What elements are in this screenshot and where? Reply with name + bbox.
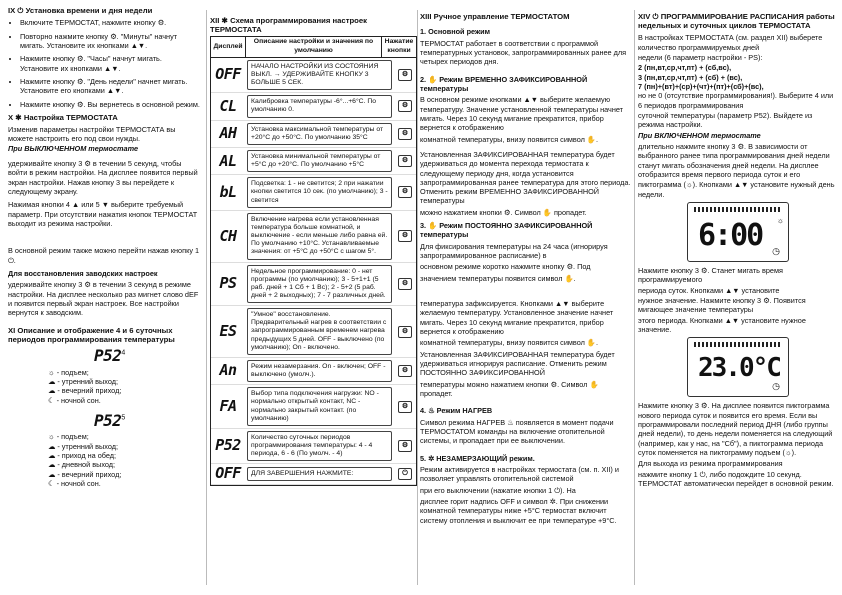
row-description: Установка минимальной температуры от +5°C до +20°C. По умолчанию +5°C bbox=[247, 150, 392, 172]
row-key-cell bbox=[394, 365, 416, 377]
row-key-cell bbox=[394, 155, 416, 167]
paragraph: при его выключении (нажатие кнопки 1 ⏻). На bbox=[420, 485, 576, 495]
table-row bbox=[211, 93, 416, 120]
row-description: Калибровка температуры -6°...+6°C. По умолчанию 0. bbox=[247, 95, 392, 117]
settings-table bbox=[210, 36, 417, 485]
subsection-title: 1. Основной режим bbox=[420, 27, 491, 37]
paragraph: суточной температуры (параметр P52). Выйдете из режима настройки. bbox=[638, 111, 813, 130]
settings-key-icon: ⚙ bbox=[398, 100, 412, 112]
moon-period-item: ☾ - ночной сон. bbox=[48, 395, 101, 405]
paragraph: температуры можно нажатием кнопки ⚙. Символ ✋ пропадет. bbox=[420, 379, 599, 399]
table-row bbox=[211, 148, 416, 175]
paragraph: значением температуры появится символ ✋. bbox=[420, 273, 576, 283]
sun-period-item: ☼ - подъем; bbox=[48, 432, 89, 442]
paragraph: Для фиксирования температуры на 24 часа (игнорируя запрограммированное расписание) в bbox=[420, 241, 608, 261]
day-ticks bbox=[694, 207, 782, 212]
table-row bbox=[211, 211, 416, 263]
row-description: Выбор типа подключения нагрузки: NO - нормально открытый контакт, NC - нормально закрытый контакт. (по умолчанию) bbox=[247, 387, 392, 426]
settings-key-icon: ⚙ bbox=[398, 69, 412, 81]
column-4 bbox=[638, 12, 838, 492]
row-key-cell bbox=[394, 128, 416, 140]
section-9-list bbox=[8, 18, 202, 109]
restore-title: Для восстановления заводских настроек bbox=[8, 269, 158, 279]
row-description: Установка максимальной температуры от +20°C до +50°C. По умолчанию 35°C bbox=[247, 123, 392, 145]
column-1 bbox=[8, 6, 202, 490]
row-description: Включение нагрева если установленная температура больше комнатной, и выключение - если меньше либо равна ей. По умолчанию +10°C. Устанавливаемые значения: от +5°C до +50°C с шагом 5°. bbox=[247, 213, 392, 260]
period-item: ☁ - утренний выход; bbox=[48, 376, 118, 386]
row-key-cell bbox=[394, 278, 416, 290]
settings-key-icon: ⚙ bbox=[398, 230, 412, 242]
table-row bbox=[211, 263, 416, 307]
sun-period-item: ☼ - подъем; bbox=[48, 367, 89, 377]
paragraph: нужное значение. Нажмите кнопку 3 ⚙. Появится мигающее значение температуры bbox=[638, 296, 806, 315]
paragraph: Установленная ЗАФИКСИРОВАННАЯ температура будет удерживаться игнорируя расписание. Отменить режим ПОСТОЯННО ЗАФИКСИРОВАННОЙ bbox=[420, 349, 615, 378]
paragraph: ТЕРМОСТАТ работает в соответствии с программой температурных установок, запрограммированных ранее для четырех периодов дня. bbox=[420, 38, 627, 67]
paragraph: Символ режима НАГРЕВ ♨ появляется в момент подачи ТЕРМОСТАТОМ команды на включение отопительной системы, и пропадает при ее выключении. bbox=[420, 417, 614, 446]
paragraph: Нажмите кнопку 3 ⚙. Станет мигать время программируемого bbox=[638, 266, 783, 285]
settings-key-icon: ⚙ bbox=[398, 440, 412, 452]
row-display-code: CH bbox=[219, 226, 237, 245]
subsection-title: 2. ✋ Режим ВРЕМЕННО ЗАФИКСИРОВАННОЙ температуры bbox=[420, 74, 588, 93]
p52-superscript: 4 bbox=[121, 349, 126, 357]
row-description: Режим незамерзания. On - включен; OFF - выключено (умолч.). bbox=[247, 360, 392, 382]
paragraph: В настройках ТЕРМОСТАТА (см. раздел XII) выберете количество программируемых дней bbox=[638, 33, 823, 52]
paragraph: этого периода. Кнопками ▲▼ установите нужное значение. bbox=[638, 315, 806, 335]
clock-icon: ◷ bbox=[772, 380, 780, 391]
list-item: • Повторно нажмите кнопку ⚙. "Минуты" начнут мигать. Установите их кнопками ▲▼. bbox=[20, 32, 202, 51]
sun-icon: ☼ bbox=[776, 216, 784, 226]
section-13-title: XIII Ручное управление ТЕРМОСТАТОМ bbox=[420, 12, 570, 21]
header-description: Описание настройки и значения по умолчанию bbox=[246, 37, 382, 56]
row-description: Недельное программирование: 0 - нет программы (по умолчанию); 3 - 5+1+1 (5 раб. дней + 1 Сб + 1 Вс); 2 - 5+2 (5 раб. дней + 2 выходных); 7 - 7 различных дней. bbox=[247, 265, 392, 304]
lcd-display-temp bbox=[687, 337, 789, 397]
row-display-code: FA bbox=[219, 396, 237, 415]
row-display-code: AL bbox=[219, 151, 237, 170]
list-item: 3 (пн,вт,ср,чт,пт) + (сб) + (вс), bbox=[638, 72, 743, 82]
lcd-display-time bbox=[687, 202, 789, 262]
settings-key-icon: ⚙ bbox=[398, 326, 412, 338]
header-keys: Нажатие кнопки bbox=[384, 38, 414, 55]
row-description: "Умное" восстановление. Предварительный нагрев в соответствии с запрограммированным временем нагрева предыдущих 5 дней. OFF - выключено (по умолчанию); On - включено. bbox=[247, 308, 392, 355]
row-display-code: AH bbox=[219, 124, 237, 143]
paragraph: Для выхода из режима программирования bbox=[638, 459, 783, 469]
period-item: ☁ - приход на обед; bbox=[48, 451, 117, 461]
list-item: • Нажмите кнопку ⚙. "День недели" начнет мигать. Установите его кнопками ▲▼. bbox=[20, 77, 202, 96]
column-divider bbox=[634, 10, 635, 585]
row-description: ДЛЯ ЗАВЕРШЕНИЯ НАЖМИТЕ: bbox=[247, 467, 392, 481]
settings-key-icon: ⚙ bbox=[398, 186, 412, 198]
paragraph: дисплее горит надпись OFF и символ ✲. При снижении комнатной температуры ниже +5°C термостат включит систему отопления и выключит ее при температуре +9°C. bbox=[420, 497, 617, 525]
header-display: Дисплей bbox=[211, 37, 246, 56]
section-14-title: XIV ⏻ ПРОГРАММИРОВАНИЕ РАСПИСАНИЯ работы недельных и суточных циклов ТЕРМОСТАТА bbox=[638, 12, 835, 31]
row-display-code: bL bbox=[219, 182, 237, 201]
table-row bbox=[211, 175, 416, 210]
row-key-cell bbox=[394, 230, 416, 242]
row-display-code: OFF bbox=[215, 464, 241, 483]
paragraph: температура зафиксируется. Кнопками ▲▼ выберите желаемую температуру. Установленное значение начнет мигать. Через 10 секунд мигание прекратится, прибор вернется к отображению bbox=[420, 299, 614, 337]
row-key-cell bbox=[394, 468, 416, 480]
settings-key-icon: ⚙ bbox=[398, 401, 412, 413]
section-10-title: X ✱ Настройка ТЕРМОСТАТА bbox=[8, 112, 118, 122]
row-description: Подсветка: 1 - не светится; 2 при нажатии кнопки светится 10 сек. (по умолчанию); 3 - светится bbox=[247, 177, 392, 207]
table-row bbox=[211, 121, 416, 148]
list-item: 2 (пн,вт,ср,чт,пт) + (сб,вс), bbox=[638, 63, 732, 73]
paragraph: можно нажатием кнопки ⚙. Символ ✋ пропадет. bbox=[420, 207, 587, 217]
paragraph: недели (6 параметр настройки - PS): bbox=[638, 53, 763, 63]
paragraph: но не 0 (отсутствие программирования!). Выберите 4 или 6 периодов программирования bbox=[638, 91, 834, 110]
paragraph: Нажимая кнопки 4 ▲ или 5 ▼ выберите требуемый параметр. При отсутствии нажатия кнопок ТЕРМОСТАТ выходит из режима настройки. bbox=[8, 200, 198, 229]
paragraph: В основной режим также можно перейти нажав кнопку 1 ⏻. bbox=[8, 246, 200, 265]
settings-key-icon: ⚙ bbox=[398, 128, 412, 140]
subsection-title: 4. ♨ Режим НАГРЕВ bbox=[420, 406, 493, 416]
row-display-code: An bbox=[219, 361, 237, 380]
list-item: • Нажмите кнопку ⚙. Вы вернетесь в основной режим. bbox=[20, 100, 202, 109]
six-periods-block bbox=[8, 411, 202, 488]
paragraph: удерживайте кнопку 3 ⚙ в течении 3 секунд в режиме настройки. На дисплее несколько раз мигнет слово dEF и появится первый экран настроек. Все настройки вернутся к заводским. bbox=[8, 280, 199, 318]
lcd-time-value: 6:00 bbox=[698, 218, 763, 254]
table-body bbox=[211, 58, 416, 485]
section-9-title: IX ⏻ Установка времени и дня недели bbox=[8, 6, 153, 15]
row-key-cell bbox=[394, 440, 416, 452]
table-row bbox=[211, 306, 416, 358]
table-row bbox=[211, 58, 416, 93]
paragraph: длительно нажмите кнопку 3 ⚙. В зависимости от выбранного ранее типа программирования дней недели станут мигать обозначения дней недели. На дисплее отобразится время первого периода суток и его bbox=[638, 142, 830, 180]
row-key-cell bbox=[394, 186, 416, 198]
settings-key-icon: ⚙ bbox=[398, 365, 412, 377]
paragraph: основном режиме коротко нажмите кнопку ⚙. Под bbox=[420, 262, 591, 272]
paragraph: При ВЫКЛЮЧЕННОМ термостате bbox=[8, 143, 139, 153]
row-display-code: OFF bbox=[215, 65, 241, 84]
list-item: • Включите ТЕРМОСТАТ, нажмите кнопку ⚙. bbox=[20, 18, 202, 27]
paragraph: комнатной температуры, внизу появится символ ✋. bbox=[420, 134, 599, 144]
paragraph: периода суток. Кнопками ▲▼ установите bbox=[638, 285, 780, 295]
row-display-code: PS bbox=[219, 274, 237, 293]
paragraph: пиктограмма (☼). Кнопками ▲▼ установите нужный день недели. bbox=[638, 180, 835, 199]
table-row bbox=[211, 358, 416, 385]
period-item: ☁ - утренний выход; bbox=[48, 441, 118, 451]
p52-display: P52 bbox=[94, 410, 122, 430]
table-row bbox=[211, 429, 416, 464]
paragraph: Установленная ЗАФИКСИРОВАННАЯ температура будет удерживаться до момента перехода термостата к следующему периоду дня, когда установится запрограммированная ранее температура для этого периода. Отменить режим ВРЕМЕННО ЗАФИКСИРОВАННОЙ температуры bbox=[420, 149, 631, 206]
paragraph: удерживайте кнопку 3 ⚙ в течении 5 секунд, чтобы войти в режим настройки. На дисплее появится первый экран настройки. Нажав кнопку 3 вы перейдете к следующему экрану. bbox=[8, 159, 198, 197]
p52-display: P52 bbox=[94, 346, 122, 366]
paragraph: В основном режиме кнопками ▲▼ выберите желаемую температуру. Значение установленной температуры начнет мигать. Через 10 секунд мигание прекратится, прибор вернется к отображению bbox=[420, 95, 624, 133]
paragraph: Режим активируется в настройках термостата (см. п. XII) и позволяет управлять отопительной системой bbox=[420, 465, 619, 484]
table-header bbox=[211, 37, 416, 57]
column-3 bbox=[420, 12, 632, 529]
column-divider bbox=[206, 10, 207, 585]
list-item: 7 (пн)+(вт)+(ср)+(чт)+(пт)+(сб)+(вс), bbox=[638, 82, 764, 92]
paragraph: комнатной температуры, внизу появится символ ✋. bbox=[420, 338, 599, 348]
settings-key-icon: ⚙ bbox=[398, 278, 412, 290]
period-item: ☁ - дневной выход; bbox=[48, 460, 116, 470]
column-2 bbox=[210, 16, 415, 486]
subsection-title: 3. ✋ Режим ПОСТОЯННО ЗАФИКСИРОВАННОЙ температуры bbox=[420, 221, 593, 240]
paragraph: Изменив параметры настройки ТЕРМОСТАТА вы можете настроить его под свои нужды. bbox=[8, 125, 176, 144]
row-key-cell bbox=[394, 100, 416, 112]
row-display-code: CL bbox=[219, 96, 237, 115]
moon-period-item: ☾ - ночной сон. bbox=[48, 479, 101, 489]
paragraph: Нажмите кнопку 3 ⚙. На дисплее появится пиктограмма нового периода суток и появится его время. Если вы программировали последний период ДНЯ (либо группы дней недели), то день недели поменяется на следующий (например, как у нас, на "Сб"), а пиктограмма периода суток поменяется на пиктограмму подъем (☼). bbox=[638, 401, 833, 457]
table-row bbox=[211, 385, 416, 429]
row-description: НАЧАЛО НАСТРОЙКИ ИЗ СОСТОЯНИЯ ВЫКЛ. → УДЕРЖИВАЙТЕ КНОПКУ 3 БОЛЬШЕ 5 СЕК. bbox=[247, 60, 392, 90]
settings-key-icon: ⏻ bbox=[398, 468, 412, 480]
day-ticks bbox=[694, 342, 782, 347]
paragraph: нажмите кнопку 1 ⏻, либо подождите 10 секунд. ТЕРМОСТАТ автоматически перейдет в основной режим. bbox=[638, 469, 834, 488]
options-list bbox=[638, 63, 838, 91]
lcd-temp-value: 23.0°C bbox=[698, 353, 780, 384]
section-12-title: XII ✱ Схема программирования настроек ТЕРМОСТАТА bbox=[210, 16, 367, 35]
paragraph: При ВКЛЮЧЕННОМ термостате bbox=[638, 130, 761, 140]
table-row bbox=[211, 464, 416, 484]
row-key-cell bbox=[394, 401, 416, 413]
four-periods-block bbox=[8, 346, 202, 405]
period-item: ☁ - вечерний приход; bbox=[48, 469, 122, 479]
row-display-code: P52 bbox=[215, 436, 241, 455]
section-11-title: XI Описание и отображение 4 и 6 суточных периодов программирования температуры bbox=[8, 325, 175, 344]
settings-key-icon: ⚙ bbox=[398, 155, 412, 167]
row-description: Количество суточных периодов программирования температуры: 4 - 4 периода, 6 - 6 (По умолч. - 4) bbox=[247, 431, 392, 461]
row-key-cell bbox=[394, 326, 416, 338]
list-item: • Нажмите кнопку ⚙. "Часы" начнут мигать. Установите их кнопками ▲▼. bbox=[20, 54, 202, 73]
period-item: ☁ - вечерний приход; bbox=[48, 386, 122, 396]
row-key-cell bbox=[394, 69, 416, 81]
clock-icon: ◷ bbox=[772, 245, 780, 256]
row-display-code: ES bbox=[219, 321, 237, 340]
column-divider bbox=[417, 10, 418, 585]
subsection-title: 5. ✲ НЕЗАМЕРЗАЮЩИЙ режим. bbox=[420, 453, 535, 463]
p52-superscript: 5 bbox=[121, 414, 126, 422]
